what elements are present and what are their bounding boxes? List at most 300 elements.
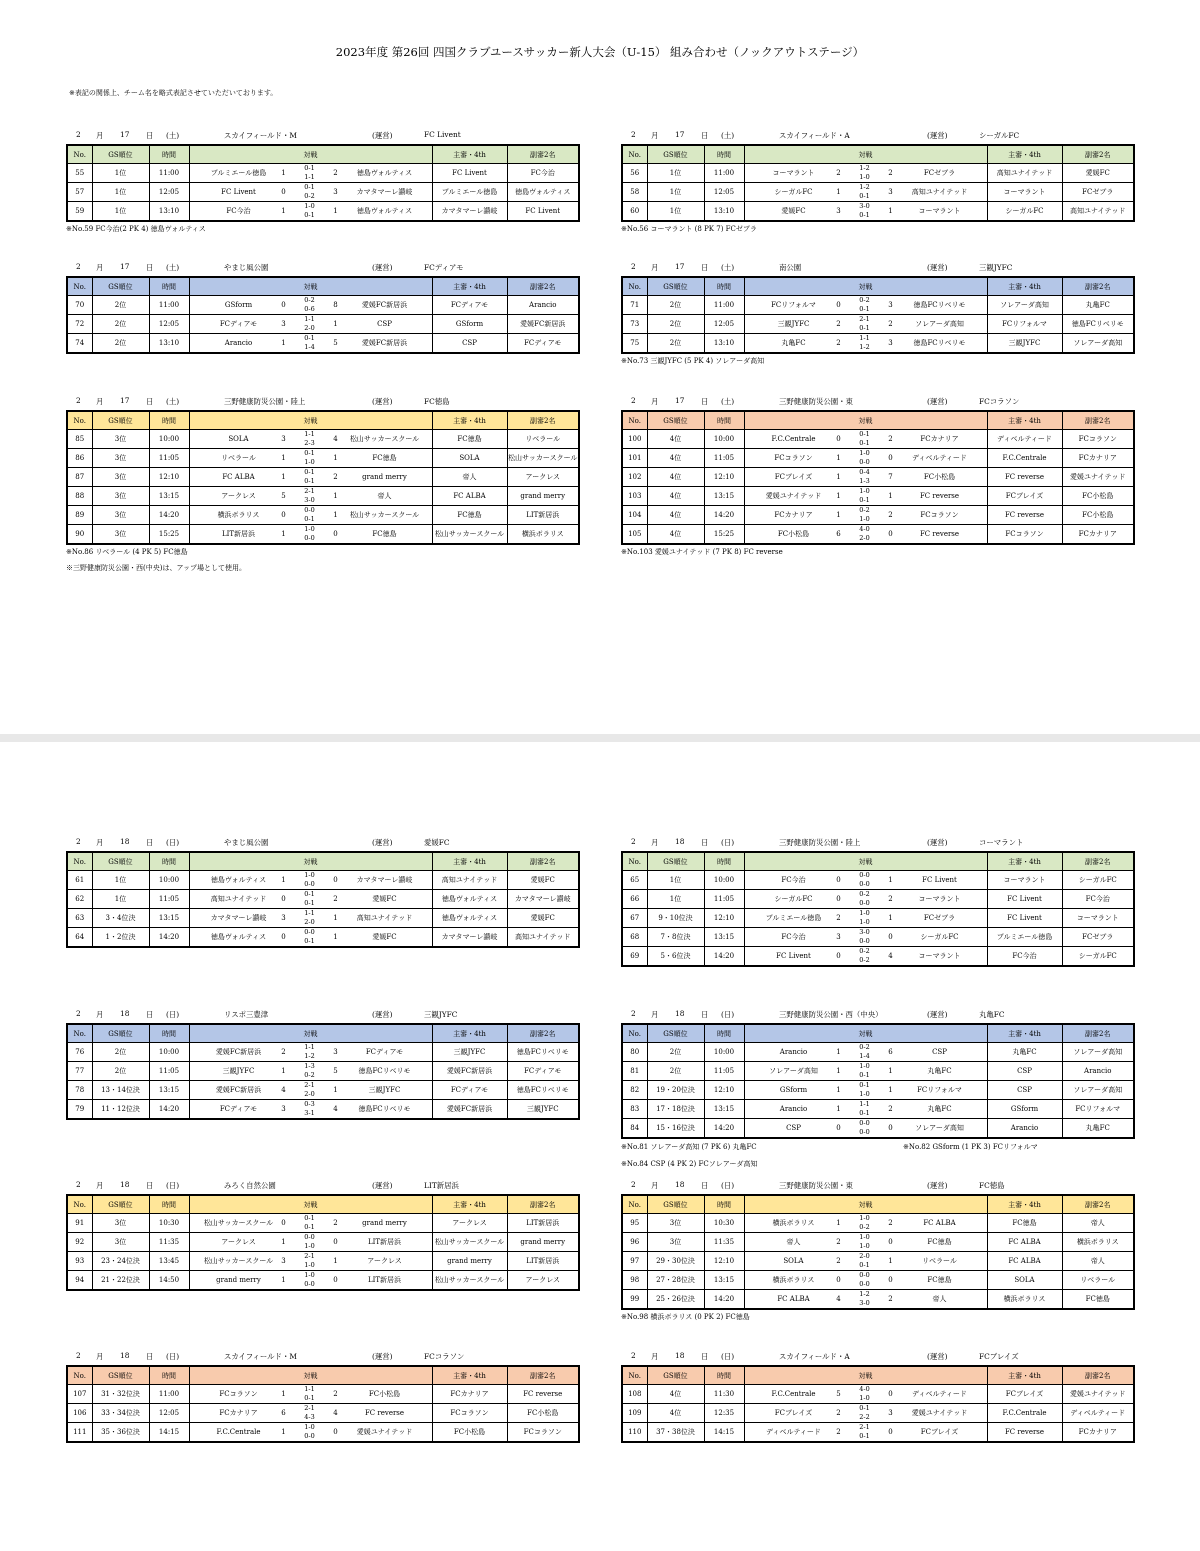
match-cell [744,506,987,525]
half-scores [300,525,320,542]
gs-rank: 3位 [92,525,149,545]
team-a: シーガルFC [774,188,813,196]
block-operator: 愛媛FC [424,838,450,847]
first-half-score: 1-0 [859,1062,870,1070]
col-no-header: No. [67,145,92,164]
gs-rank: 1位 [92,183,149,202]
team-a: ディベルティード [766,1428,821,1436]
kickoff-time: 11:35 [149,1233,189,1252]
referee-4th: コーマラント [987,183,1062,202]
half-scores [855,1423,875,1440]
half-scores [855,1404,875,1421]
half-scores [855,296,875,313]
match-table [621,1194,1135,1310]
kickoff-time: 14:15 [704,1423,744,1443]
score-b: 2 [333,473,338,481]
match-no: 67 [622,909,647,928]
referee-4th: 徳島ヴォルティス [432,890,507,909]
first-half-score: 0-0 [859,1271,870,1279]
col-time-header: 時間 [149,1366,189,1385]
team-b: 丸亀FC [927,1105,952,1113]
match-no: 64 [67,928,92,948]
first-half-score: 0-2 [859,1043,870,1051]
col-no-header: No. [622,1195,647,1214]
block-day: 17 [120,262,130,271]
team-b: FCリフォルマ [917,1086,962,1094]
kickoff-time: 13:15 [149,487,189,506]
match-cell [744,1423,987,1443]
col-no-header: No. [622,277,647,296]
half-scores [300,1385,320,1402]
match-cell [744,296,987,315]
second-half-score: 0-1 [304,898,315,907]
block-operator: FCブレイズ [979,1352,1019,1361]
referee-4th: 愛媛FC新居浜 [432,1062,507,1081]
half-scores [300,334,320,351]
gs-rank: 13・14位決 [92,1081,149,1100]
table-header-row [622,1366,1134,1385]
referee-4th: grand merry [432,1252,507,1271]
second-half-score: 0-0 [859,1127,870,1136]
score-b: 1 [888,1067,893,1075]
match-block-b6 [621,393,1133,557]
block-mlabel: 月 [651,1010,659,1019]
kickoff-time: 14:20 [704,947,744,967]
block-venue: スカイフィールド・A [779,1352,850,1361]
kickoff-time: 10:30 [149,1214,189,1233]
match-table [66,1194,580,1291]
team-b: コーマラント [918,952,961,960]
first-half-score: 1-0 [859,487,870,495]
col-ref-header: 主審・4th [432,411,507,430]
half-scores [300,1043,320,1060]
block-weekday: (土) [166,397,180,406]
score-b: 0 [888,454,893,462]
team-b: FCコラソン [920,511,959,519]
block-venue: スカイフィールド・M [224,131,297,140]
table-header-row [67,145,579,164]
match-block-b9 [66,1006,578,1120]
score-a: 1 [836,473,841,481]
match-cell [189,525,432,545]
assistant-referees: 松山サッカースクール [507,449,579,468]
team-a: FC Livent [221,188,256,196]
block-venue: 三野健康防災公園・西（中央） [779,1010,883,1019]
match-row [67,296,579,315]
kickoff-time: 14:15 [149,1423,189,1443]
match-block-b14 [621,1348,1133,1443]
referee-4th: FCブレイズ [987,487,1062,506]
referee-4th: FC Livent [987,890,1062,909]
team-a: FCディアモ [219,320,258,328]
col-match-header: 対戦 [744,1195,987,1214]
match-row [67,1385,579,1404]
half-scores [300,1252,320,1269]
col-no-header: No. [622,1366,647,1385]
col-assist-header: 副審2名 [507,1366,579,1385]
match-no: 73 [622,315,647,334]
score-a: 1 [281,1428,286,1436]
block-header [621,127,1133,144]
first-half-score: 1-0 [304,1423,315,1431]
match-cell [744,909,987,928]
referee-4th: 愛媛FC新居浜 [432,1100,507,1120]
score-b: 0 [888,933,893,941]
score-b: 4 [333,1409,338,1417]
col-rank-header: GS順位 [647,1195,704,1214]
col-assist-header: 副審2名 [507,145,579,164]
document-title: 2023年度 第26回 四国クラブユースサッカー新人大会（U-15） 組み合わせ（ノックアウトステージ） [335,45,865,59]
half-scores [300,296,320,313]
block-operator: FC Livent [424,130,461,139]
team-a: カマタマーレ讃岐 [210,914,267,922]
half-scores [855,1385,875,1402]
match-row [622,1081,1134,1100]
pk-notes [621,1142,1133,1156]
match-no: 104 [622,506,647,525]
block-day: 17 [675,130,685,139]
col-time-header: 時間 [149,145,189,164]
kickoff-time: 15:25 [149,525,189,545]
team-b: 徳島FCリベリモ [913,301,966,309]
second-half-score: 0-2 [859,955,870,964]
col-ref-header: 主審・4th [432,145,507,164]
gs-rank: 33・34位決 [92,1404,149,1423]
kickoff-time: 10:00 [704,1043,744,1062]
col-match-header: 対戦 [744,411,987,430]
score-a: 1 [836,1048,841,1056]
score-a: 3 [281,1105,286,1113]
match-block-b2 [621,127,1133,234]
gs-rank: 2位 [647,1043,704,1062]
team-a: LIT新居浜 [221,530,256,538]
kickoff-time: 13:15 [149,1081,189,1100]
pk-note: ※No.81 ソレアーダ高知 (7 PK 6) 丸亀FC [621,1143,757,1151]
block-operator: 丸亀FC [979,1010,1005,1019]
assistant-referees: FCゼブラ [1062,183,1134,202]
referee-4th: FCディアモ [432,1081,507,1100]
second-half-score: 1-2 [304,1051,315,1060]
match-no: 88 [67,487,92,506]
score-a: 1 [281,1067,286,1075]
block-header [621,834,1133,851]
score-b: 3 [888,301,893,309]
referee-4th: カマタマーレ讃岐 [432,928,507,948]
col-ref-header: 主審・4th [987,1366,1062,1385]
score-a: 1 [281,1390,286,1398]
team-a: 三観JYFC [777,320,810,328]
col-assist-header: 副審2名 [1062,411,1134,430]
team-b: 徳島ヴォルティス [356,169,413,177]
second-half-score: 3-0 [304,495,315,504]
match-no: 66 [622,890,647,909]
block-mlabel: 月 [96,1352,104,1361]
match-row [67,506,579,525]
team-b: 愛媛FC [372,895,397,903]
match-row [622,1100,1134,1119]
col-assist-header: 副審2名 [507,277,579,296]
team-a: FCブレイズ [774,473,813,481]
half-scores [300,1214,320,1231]
col-ref-header: 主審・4th [432,1024,507,1043]
score-b: 0 [888,530,893,538]
assistant-referees: FCディアモ [507,1062,579,1081]
match-block-b7 [66,834,578,948]
match-table [66,410,580,545]
referee-4th: 横浜ボラリス [987,1290,1062,1310]
match-no: 76 [67,1043,92,1062]
assistant-referees: FCコラソン [507,1423,579,1443]
col-match-header: 対戦 [744,145,987,164]
match-row [622,1271,1134,1290]
score-a: 1 [281,1238,286,1246]
block-day: 18 [675,837,685,846]
gs-rank: 3位 [92,487,149,506]
kickoff-time: 11:05 [149,890,189,909]
referee-4th: FC ALBA [987,1233,1062,1252]
match-no: 90 [67,525,92,545]
match-table [66,851,580,948]
half-scores [300,506,320,523]
score-b: 2 [333,1219,338,1227]
team-a: 愛媛FC [781,207,806,215]
team-b: CSP [932,1048,947,1056]
block-header [621,1348,1133,1365]
col-rank-header: GS順位 [92,277,149,296]
second-half-score: 0-1 [859,304,870,313]
match-no: 101 [622,449,647,468]
half-scores [855,1081,875,1098]
team-a: Arancio [779,1048,808,1056]
team-a: FCリフォルマ [771,301,816,309]
gs-rank: 4位 [647,430,704,449]
referee-4th: 松山サッカースクール [432,1233,507,1252]
block-day: 18 [120,837,130,846]
col-assist-header: 副審2名 [507,1195,579,1214]
team-a: Arancio [779,1105,808,1113]
second-half-score: 0-1 [859,438,870,447]
assistant-referees: 高知ユナイテッド [507,928,579,948]
assistant-referees: FCコラソン [1062,430,1134,449]
match-cell [189,1385,432,1404]
match-no: 91 [67,1214,92,1233]
match-cell [189,1252,432,1271]
block-month: 2 [631,837,636,846]
col-assist-header: 副審2名 [507,1024,579,1043]
match-cell [189,1271,432,1291]
team-b: カマタマーレ讃岐 [356,876,413,884]
first-half-score: 0-1 [304,449,315,457]
block-mlabel: 月 [96,397,104,406]
col-match-header: 対戦 [744,1366,987,1385]
first-half-score: 0-0 [304,928,315,936]
first-half-score: 2-1 [304,1252,315,1260]
score-b: 4 [333,435,338,443]
match-no: 75 [622,334,647,354]
block-operator: FCディアモ [424,263,464,272]
col-ref-header: 主審・4th [987,277,1062,296]
score-b: 2 [888,895,893,903]
block-header [66,834,578,851]
team-a: 徳島ヴォルティス [210,933,267,941]
team-a: SOLA [783,1257,804,1265]
half-scores [300,1100,320,1117]
match-row [67,890,579,909]
col-no-header: No. [67,852,92,871]
referee-4th: FCブレイズ [987,1385,1062,1404]
col-rank-header: GS順位 [92,852,149,871]
score-a: 1 [836,492,841,500]
match-no: 94 [67,1271,92,1291]
block-weekday: (日) [721,1010,735,1019]
first-half-score: 1-0 [859,1233,870,1241]
score-b: 2 [888,169,893,177]
match-row [67,525,579,545]
match-cell [744,1252,987,1271]
block-day: 17 [120,130,130,139]
block-weekday: (日) [166,1010,180,1019]
block-note: ※No.59 FC今治(2 PK 4) 徳島ヴォルティス [66,225,206,233]
team-a: FCディアモ [219,1105,258,1113]
block-runner: (運営) [927,1010,948,1019]
match-row [622,202,1134,222]
match-cell [189,506,432,525]
block-header [66,127,578,144]
team-b: リベラール [922,1257,957,1265]
block-runner: (運営) [372,263,393,272]
first-half-score: 0-2 [304,296,315,304]
first-half-score: 1-1 [304,1043,315,1051]
referee-4th: F.C.Centrale [987,449,1062,468]
referee-4th: FC reverse [987,468,1062,487]
score-a: 3 [281,320,286,328]
team-a: CSP [786,1124,801,1132]
gs-rank: 2位 [92,1062,149,1081]
block-dlabel: 日 [146,397,154,406]
second-half-score: 1-0 [859,1089,870,1098]
kickoff-time: 10:00 [149,1043,189,1062]
col-rank-header: GS順位 [92,1366,149,1385]
match-no: 102 [622,468,647,487]
table-header-row [622,277,1134,296]
block-header [66,1348,578,1365]
team-a: FCコラソン [774,454,813,462]
col-time-header: 時間 [704,852,744,871]
team-b: コーマラント [918,895,961,903]
score-b: 1 [333,492,338,500]
score-b: 1 [888,492,893,500]
score-a: 0 [836,876,841,884]
match-cell [189,1233,432,1252]
score-a: 1 [281,473,286,481]
match-row [622,1214,1134,1233]
match-row [622,468,1134,487]
match-no: 57 [67,183,92,202]
second-half-score: 2-0 [304,323,315,332]
assistant-referees: 丸亀FC [1062,296,1134,315]
score-b: 2 [888,320,893,328]
match-no: 72 [67,315,92,334]
score-a: 1 [281,207,286,215]
score-a: 0 [281,511,286,519]
gs-rank: 3位 [92,449,149,468]
assistant-referees: FCリフォルマ [1062,1100,1134,1119]
block-runner: (運営) [372,1181,393,1190]
referee-4th: FC reverse [987,1423,1062,1443]
table-header-row [67,411,579,430]
block-month: 2 [76,837,81,846]
referee-4th: CSP [987,1062,1062,1081]
second-half-score: 0-0 [859,457,870,466]
half-scores [300,430,320,447]
assistant-referees: FCカナリア [1062,1423,1134,1443]
assistant-referees: 愛媛ユナイテッド [1062,468,1134,487]
score-b: 0 [333,1428,338,1436]
block-header [621,1006,1133,1023]
block-note: ※三野健康防災公園・西(中央)は、アップ場として使用。 [66,564,246,572]
col-ref-header: 主審・4th [987,1024,1062,1043]
match-cell [744,947,987,967]
team-b: FC ALBA [923,1219,956,1227]
team-a: アークレス [221,492,256,500]
match-cell [189,1043,432,1062]
kickoff-time: 14:20 [704,506,744,525]
kickoff-time: 11:00 [704,164,744,183]
match-table [621,410,1135,545]
referee-4th: FCリフォルマ [987,315,1062,334]
kickoff-time: 10:00 [149,430,189,449]
kickoff-time: 12:05 [704,183,744,202]
referee-4th: 丸亀FC [987,1043,1062,1062]
second-half-score: 0-1 [859,191,870,200]
first-half-score: 1-0 [859,449,870,457]
score-b: 1 [888,207,893,215]
score-b: 0 [888,1276,893,1284]
kickoff-time: 11:05 [149,1062,189,1081]
second-half-score: 0-1 [304,936,315,945]
referee-4th: ソレアーダ高知 [987,296,1062,315]
assistant-referees: カマタマーレ讃岐 [507,890,579,909]
col-match-header: 対戦 [744,277,987,296]
match-cell [744,1119,987,1139]
table-header-row [622,1024,1134,1043]
block-mlabel: 月 [651,1352,659,1361]
second-half-score: 0-0 [304,879,315,888]
score-b: 1 [333,207,338,215]
second-half-score: 3-1 [304,1108,315,1117]
match-cell [189,890,432,909]
second-half-score: 0-1 [859,495,870,504]
team-a: FC今治 [781,933,806,941]
score-b: 0 [333,1276,338,1284]
team-b: コーマラント [918,207,961,215]
assistant-referees: LIT新居浜 [507,1214,579,1233]
block-note: ※No.103 愛媛ユナイテッド (7 PK 8) FC reverse [621,548,783,556]
assistant-referees: FC reverse [507,1385,579,1404]
second-half-score: 0-6 [304,304,315,313]
col-match-header: 対戦 [189,145,432,164]
team-a: FCカナリア [219,1409,258,1417]
half-scores [300,202,320,219]
score-a: 3 [281,914,286,922]
assistant-referees: FCカナリア [1062,449,1134,468]
gs-rank: 2位 [92,315,149,334]
match-table [621,1365,1135,1443]
team-a: コーマラント [772,169,815,177]
match-no: 65 [622,871,647,890]
score-b: 3 [333,1048,338,1056]
match-table [66,1023,580,1120]
